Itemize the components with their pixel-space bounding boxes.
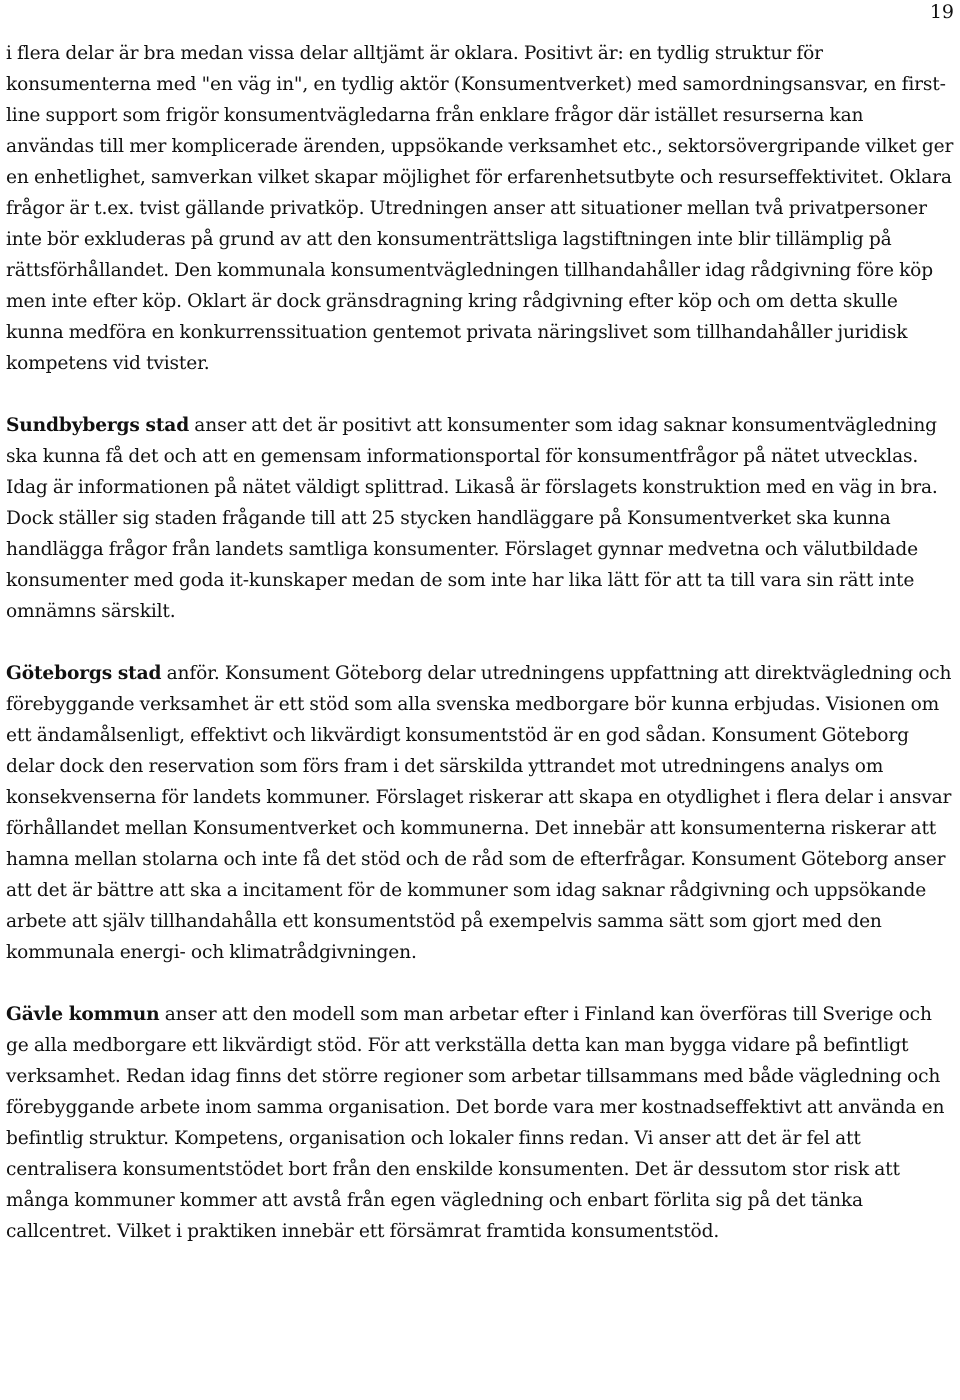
document-body bbox=[6, 38, 956, 1247]
page-number: 19 bbox=[929, 1, 954, 23]
paragraph-text: anser att den modell som man arbetar efter i Finland kan överföras till Sverige och ge alla medborgare ett likvärdigt stöd. För att verkställa detta kan man bygga vidare på befintligt verksamhet. Redan idag finns det större regioner som arbetar tillsammans med både vägledning och förebyggande arbete inom samma organisation. Det borde vara mer kostnadseffektivt att använda en befintlig struktur. Kompetens, organisation och lokaler finns redan. Vi anser att det är fel att centralisera konsumentstödet bort från den enskilde konsumenten. Det är dessutom stor risk att många kommuner kommer att avstå från egen vägledning och enbart förlita sig på det tänka callcentret. Vilket i praktiken innebär ett försämrat framtida konsumentstöd. bbox=[6, 1004, 945, 1242]
paragraph-goteborg bbox=[6, 658, 956, 968]
paragraph-text: anför. Konsument Göteborg delar utredningens uppfattning att direktvägledning och förebyggande verksamhet är ett stöd som alla svenska medborgare bör kunna erbjudas. Visionen om ett ändamålsenligt, effektivt och likvärdigt konsumentstöd är en god sådan. Konsument Göteborg delar dock den reservation som förs fram i det särskilda yttrandet mot utredningens analys om konsekvenserna för landets kommuner. Förslaget riskerar att skapa en otydlighet i flera delar i ansvar förhållandet mellan Konsumentverket och kommunerna. Det innebär att konsumenterna riskerar att hamna mellan stolarna och inte få det stöd och de råd som de efterfrågar. Konsument Göteborg anser att det är bättre att ska a incitament för de kommuner som idag saknar rådgivning och uppsökande arbete att själv tillhandahålla ett konsumentstöd på exempelvis samma sätt som gjort med den kommunala energi- och klimatrådgivningen. bbox=[6, 663, 952, 963]
entity-name: Göteborgs stad bbox=[6, 663, 162, 684]
paragraph-text: anser att det är positivt att konsumenter som idag saknar konsumentvägledning ska kunna få det och att en gemensam informationsportal för konsumentfrågor på nätet utvecklas. Idag är informationen på nätet väldigt splittrad. Likaså är förslagets konstruktion med en väg in bra. Dock ställer sig staden frågande till att 25 stycken handläggare på Konsumentverket ska kunna handlägga frågor från landets samtliga konsumenter. Förslaget gynnar medvetna och välutbildade konsumenter med goda it-kunskaper medan de som inte har lika lätt för att ta till vara sin rätt inte omnämns särskilt. bbox=[6, 415, 938, 622]
paragraph-gavle bbox=[6, 999, 956, 1247]
entity-name: Gävle kommun bbox=[6, 1004, 160, 1025]
paragraph-text: i flera delar är bra medan vissa delar alltjämt är oklara. Positivt är: en tydlig struktur för konsumenterna med "en väg in", en tydlig aktör (Konsumentverket) med samordningsansvar, en first-line support som frigör konsumentvägledarna från enklare frågor där istället resurserna kan användas till mer komplicerade ärenden, uppsökande verksamhet etc., sektorsövergripande vilket ger en enhetlighet, samverkan vilket skapar möjlighet för erfarenhetsutbyte och resurseffektivitet. Oklara frågor är t.ex. tvist gällande privatköp. Utredningen anser att situationer mellan två privatpersoner inte bör exkluderas på grund av att den konsumenträttsliga lagstiftningen inte blir tillämplig på rättsförhållandet. Den kommunala konsumentvägledningen tillhandahåller idag rådgivning före köp men inte efter köp. Oklart är dock gränsdragning kring rådgivning efter köp och om detta skulle kunna medföra en konkurrenssituation gentemot privata näringslivet som tillhandahåller juridisk kompetens vid tvister. bbox=[6, 43, 954, 374]
paragraph-continuation bbox=[6, 38, 956, 379]
entity-name: Sundbybergs stad bbox=[6, 415, 190, 436]
paragraph-sundbyberg bbox=[6, 410, 956, 627]
